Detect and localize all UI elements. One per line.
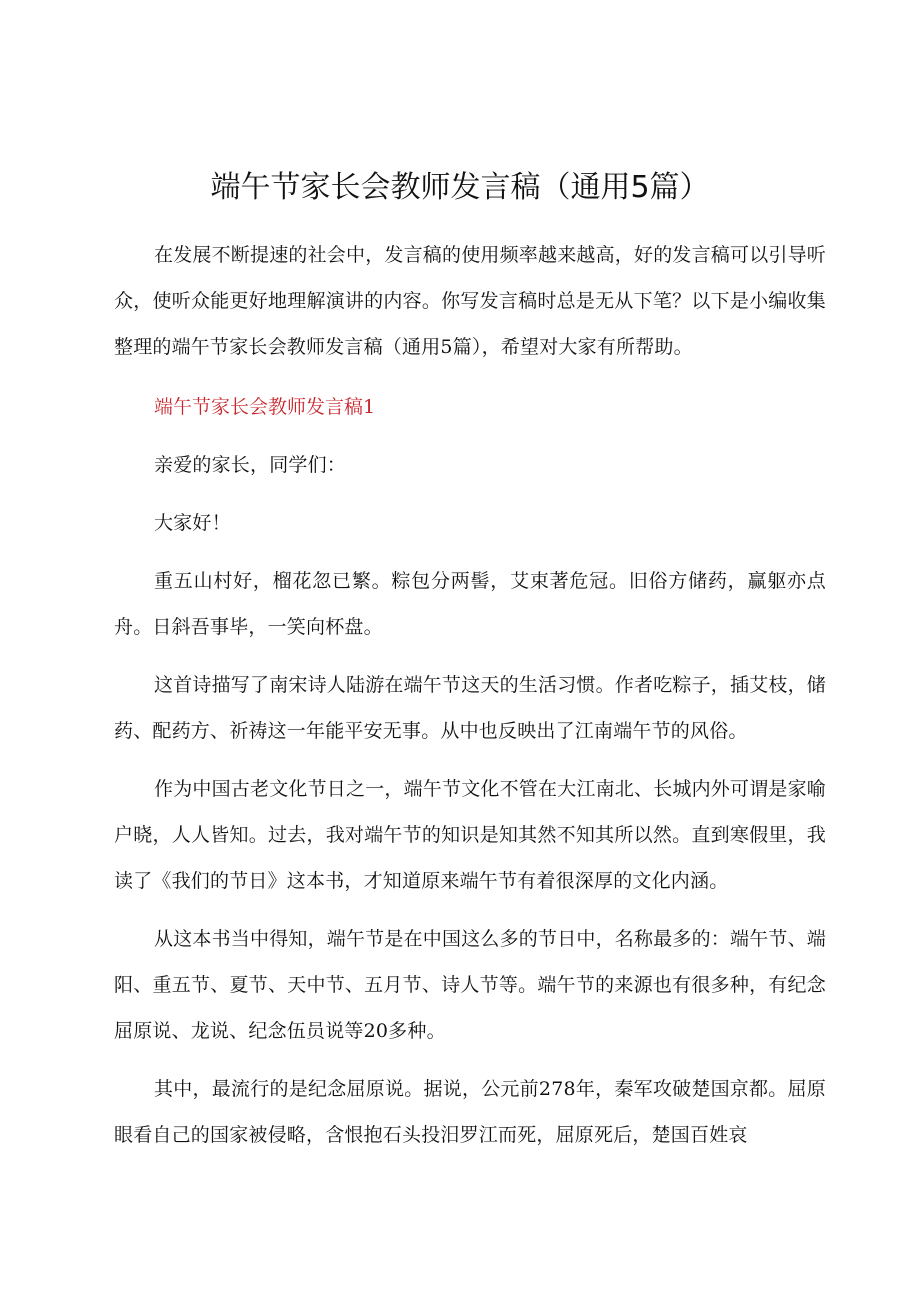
- salutation: 亲爱的家长，同学们：: [154, 454, 347, 476]
- greeting: 大家好！: [154, 512, 231, 534]
- section-heading: 端午节家长会教师发言稿1: [154, 396, 376, 418]
- poem-paragraph: 重五山村好，榴花忽已繁。粽包分两髻，艾束著危冠。旧俗方储药，赢躯亦点舟。日斜吾事毕，一笑向杯盘。: [114, 570, 826, 638]
- document-title: 端午节家长会教师发言稿（通用5篇）: [210, 170, 710, 205]
- document-body: [114, 232, 826, 1158]
- paragraph-festival-culture: 作为中国古老文化节日之一，端午节文化不管在大江南北、长城内外可谓是家喻户晓，人人皆知。过去，我对端午节的知识是知其然不知其所以然。直到寒假里，我读了《我们的节日》这本书，才知道原来端午节有着很深厚的文化内涵。: [114, 778, 827, 892]
- paragraph-festival-names: 从这本书当中得知，端午节是在中国这么多的节日中，名称最多的：端午节、端阳、重五节、夏节、天中节、五月节、诗人节等。端午节的来源也有很多种，有纪念屈原说、龙说、纪念伍员说等20多种。: [114, 928, 827, 1042]
- paragraph-poem-explanation: 这首诗描写了南宋诗人陆游在端午节这天的生活习惯。作者吃粽子，插艾枝，储药、配药方、祈祷这一年能平安无事。从中也反映出了江南端午节的风俗。: [114, 674, 827, 742]
- intro-paragraph: 在发展不断提速的社会中，发言稿的使用频率越来越高，好的发言稿可以引导听众，使听众能更好地理解演讲的内容。你写发言稿时总是无从下笔？以下是小编收集整理的端午节家长会教师发言稿（通用5篇），希望对大家有所帮助。: [114, 244, 827, 358]
- paragraph-qu-yuan: 其中，最流行的是纪念屈原说。据说，公元前278年，秦军攻破楚国京都。屈原眼看自己的国家被侵略，含恨抱石头投汨罗江而死，屈原死后，楚国百姓哀: [114, 1078, 826, 1146]
